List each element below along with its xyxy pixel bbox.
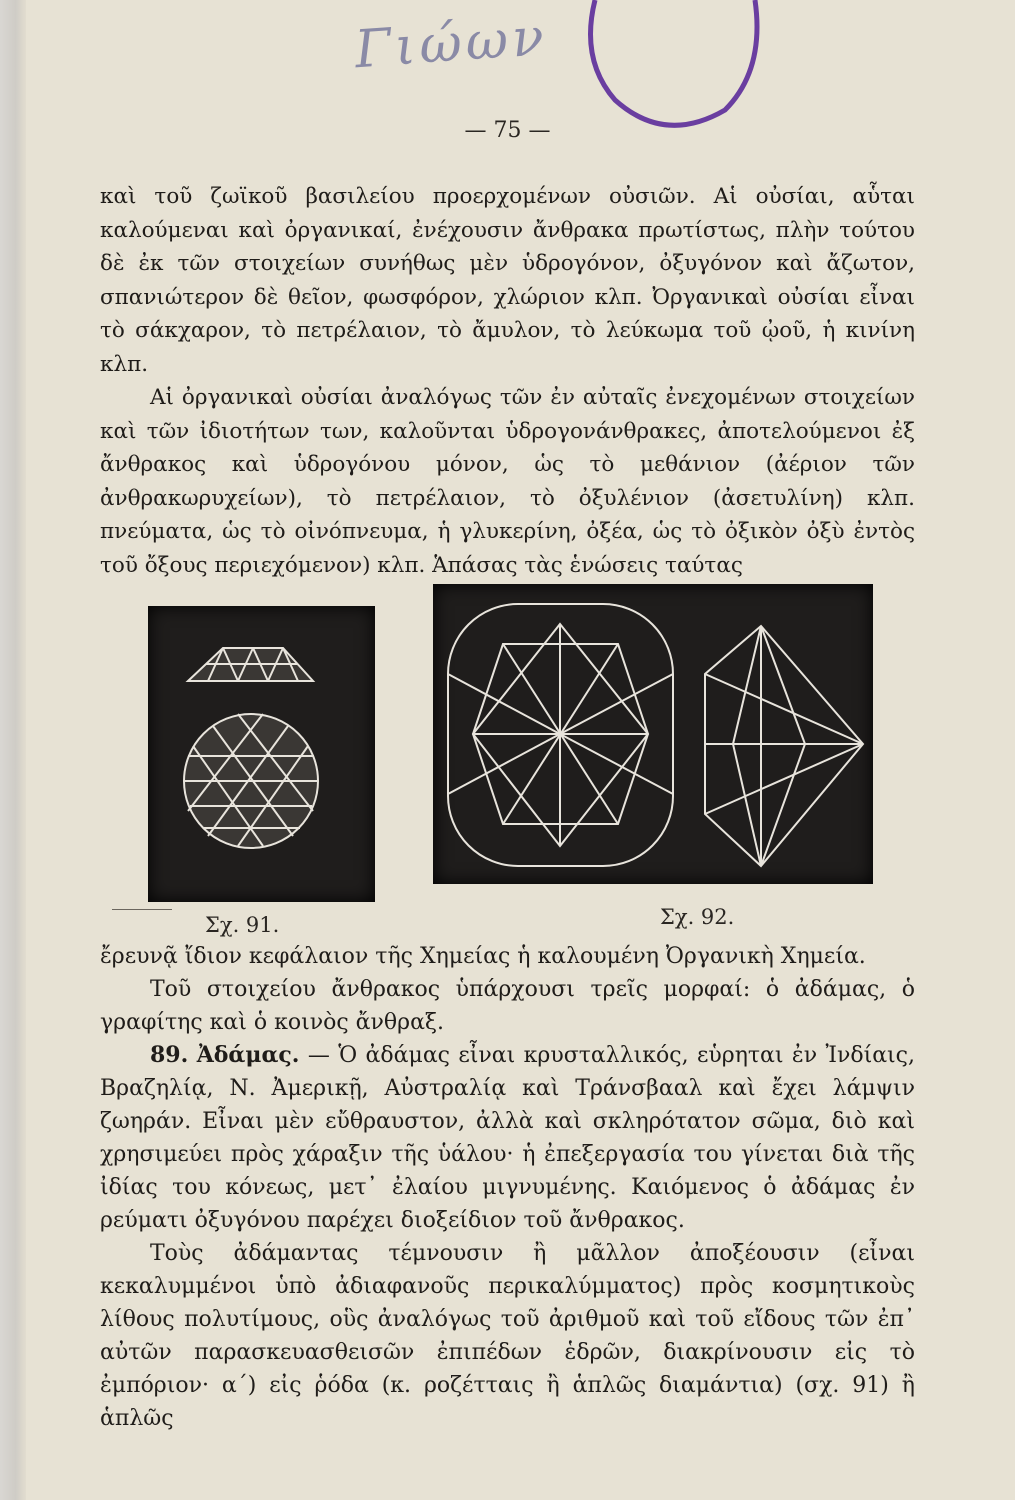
figure-92-caption: Σχ. 92. bbox=[660, 905, 735, 929]
paragraph: Τοῦ στοιχείου ἄνθρακος ὑπάρχουσι τρεῖς μορφαί: ὁ ἀδάμας, ὁ γραφίτης καὶ ὁ κοινὸς ἄνθραξ. bbox=[100, 977, 915, 1035]
top-text-block bbox=[100, 180, 915, 582]
section-heading: Ἀδάμας. bbox=[196, 1042, 300, 1068]
paragraph: Τοὺς ἀδάμαντας τέμνουσιν ἢ μᾶλλον ἀποξέουσιν (εἶναι κεκαλυμμένοι ὑπὸ ἀδιαφανοῦς περικαλύμματος) πρὸς κοσμητικοὺς λίθους πολυτίμους, οὓς ἀναλόγως τοῦ ἀριθμοῦ καὶ τοῦ εἴδους τῶν ἐπ᾽ αὐτῶν παρασκευασθεισῶν ἐπιπέδων ἑδρῶν, διακρίνουσιν εἰς τὸ ἐμπόριον· α΄) εἰς ῥόδα (κ. ροζέτταις ἢ ἁπλῶς διαμάντια) (σχ. 91) ἢ ἁπλῶς bbox=[100, 1241, 915, 1431]
bottom-text-block bbox=[100, 940, 915, 1435]
brilliant-cut-diamond-icon bbox=[433, 584, 873, 884]
margin-dash bbox=[112, 909, 172, 910]
paragraph: Αἱ ὀργανικαὶ οὐσίαι ἀναλόγως τῶν ἐν αὐταῖς ἐνεχομένων στοιχείων καὶ τῶν ἰδιοτήτων των, καλοῦνται ὑδρογονάνθρακες, ἀποτελούμενοι ἐξ ἄνθρακος καὶ ὑδρογόνου μόνον, ὡς τὸ μεθάνιον (ἀέριον τῶν ἀνθρακωρυχείων), τὸ πετρέλαιον, τὸ ὀξυλένιον (ἀσετυλίνη) κλπ. πνεύματα, ὡς τὸ οἰνόπνευμα, ἡ γλυκερίνη, ὀξέα, ὡς τὸ ὀξικὸν ὀξὺ ἐντὸς τοῦ ὄξους περιεχόμενον) κλπ. Ἁπάσας τὰς ἑνώσεις ταύτας bbox=[100, 385, 915, 578]
rose-cut-diamond-icon bbox=[148, 606, 375, 902]
figure-91-rose-cut-diamond bbox=[148, 606, 375, 902]
paragraph: ἔρευνᾷ ἴδιον κεφάλαιον τῆς Χημείας ἡ καλουμένη Ὀργανικὴ Χημεία. bbox=[100, 944, 866, 969]
page-number: — 75 — bbox=[464, 118, 551, 143]
page-gutter bbox=[0, 0, 26, 1500]
section-number: 89. bbox=[150, 1042, 189, 1068]
paragraph: καὶ τοῦ ζωϊκοῦ βασιλείου προερχομένων οὐσιῶν. Αἱ οὐσίαι, αὗται καλούμεναι καὶ ὀργανικαί, ἐνέχουσιν ἄνθρακα πρωτίστως, πλὴν τούτου δὲ ἐκ τῶν στοιχείων συνήθως μὲν ὑδρογόνον, ὀξυγόνον καὶ ἄζωτον, σπανιώτερον δὲ θεῖον, φωσφόρον, χλώριον κλπ. Ὀργανικαὶ οὐσίαι εἶναι τὸ σάκχαρον, τὸ πετρέλαιον, τὸ ἄμυλον, τὸ λεύκωμα τοῦ ᾠοῦ, ἡ κινίνη κλπ. bbox=[100, 184, 915, 377]
section-text: — Ὁ ἀδάμας εἶναι κρυσταλλικός, εὑρηται ἐν Ἰνδίαις, Βραζηλίᾳ, Ν. Ἀμερικῇ, Αὐστραλίᾳ καὶ Τράνσβααλ καὶ ἔχει λάμψιν ζωηράν. Εἶναι μὲν εὔθραυστον, ἀλλὰ καὶ σκληρότατον σῶμα, διὸ καὶ χρησιμεύει πρὸς χάραξιν τῆς ὑάλου· ἡ ἐπεξεργασία του γίνεται διὰ τῆς ἰδίας του κόνεως, μετ᾽ ἐλαίου μιγνυμένης. Καιόμενος ὁ ἀδάμας ἐν ρεύματι ὀξυγόνου παρέχει διοξείδιον τοῦ ἄνθρακος. bbox=[100, 1043, 915, 1233]
figure-91-caption: Σχ. 91. bbox=[205, 913, 280, 937]
handwritten-note: Γιώων bbox=[352, 7, 550, 81]
section-paragraph bbox=[100, 1039, 915, 1237]
figure-92-brilliant-cut-diamond bbox=[433, 584, 873, 884]
